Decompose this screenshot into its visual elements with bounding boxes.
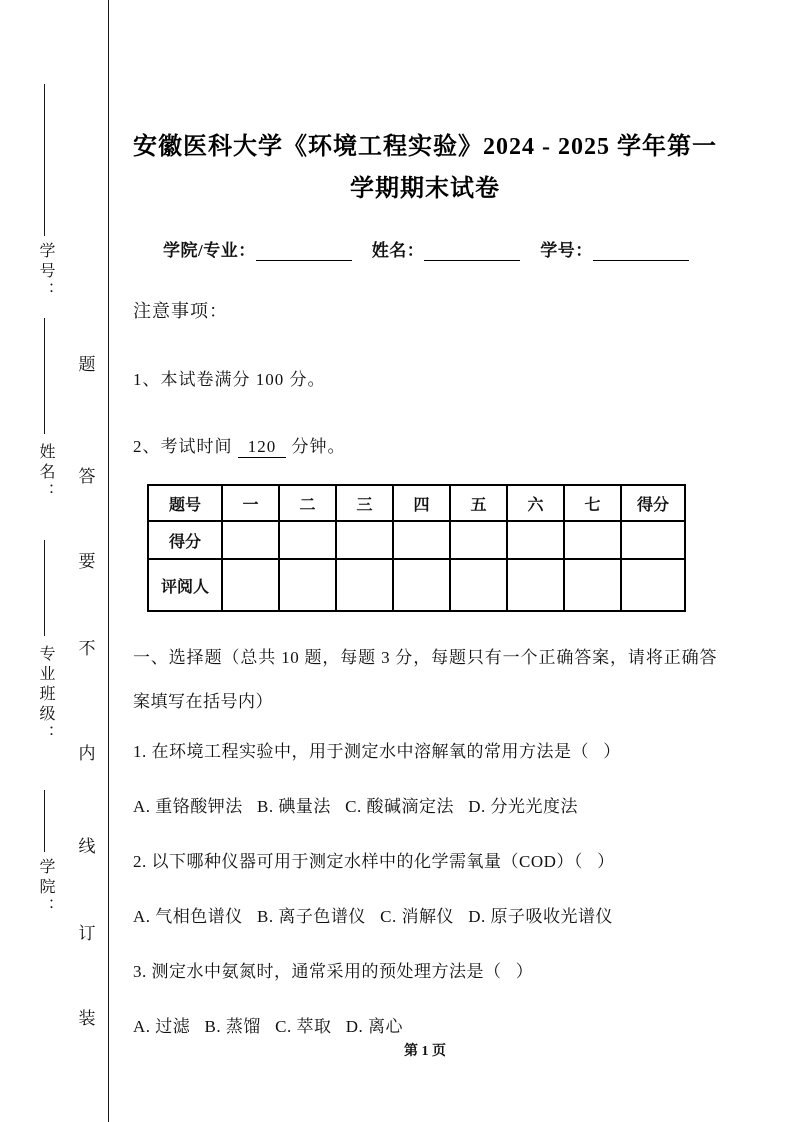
question-3-options: A. 过滤 B. 蒸馏 C. 萃取 D. 离心: [133, 1017, 403, 1036]
reviewer-cell: [222, 559, 279, 611]
binding-char: 要: [78, 552, 96, 571]
score-cell: [564, 521, 621, 559]
header-score: 得分: [621, 485, 685, 521]
header-col-2: 二: [279, 485, 336, 521]
score-cell: [222, 521, 279, 559]
note-item-2: [133, 432, 717, 458]
question-list: [133, 724, 717, 1054]
binding-line: [108, 0, 109, 1122]
score-table-header-row: [148, 485, 685, 521]
exam-title: [133, 126, 717, 210]
reviewer-cell: [279, 559, 336, 611]
id-label-inline: 学号：: [540, 241, 593, 260]
header-col-4: 四: [393, 485, 450, 521]
question-1-options: A. 重铬酸钾法 B. 碘量法 C. 酸碱滴定法 D. 分光光度法: [133, 797, 578, 816]
header-col-7: 七: [564, 485, 621, 521]
reviewer-cell: [393, 559, 450, 611]
class-label: 专业班级：: [37, 645, 54, 745]
binding-char: 订: [78, 924, 96, 943]
class-blank: [44, 540, 45, 636]
id-blank-inline: [593, 242, 689, 261]
header-col-5: 五: [450, 485, 507, 521]
binding-char: 答: [78, 467, 96, 486]
header-col-3: 三: [336, 485, 393, 521]
score-row-label: 得分: [148, 521, 222, 559]
exam-title-line1: 安徽医科大学《环境工程实验》2024 - 2025 学年第一: [133, 134, 717, 160]
note-item-2-prefix: 2、考试时间: [133, 437, 233, 456]
score-cell: [336, 521, 393, 559]
score-table: [147, 484, 686, 612]
name-blank-inline: [424, 242, 520, 261]
student-id-label: 学号：: [37, 242, 54, 302]
binding-char: 线: [78, 837, 96, 856]
note-item-1: 1、本试卷满分 100 分。: [133, 370, 326, 389]
exam-title-line2: 学期期末试卷: [350, 176, 500, 202]
binding-char: 题: [78, 355, 96, 374]
reviewer-cell: [450, 559, 507, 611]
name-blank: [44, 318, 45, 434]
exam-paper: [133, 0, 717, 1054]
header-col-1: 一: [222, 485, 279, 521]
reviewer-cell: [621, 559, 685, 611]
reviewer-cell: [336, 559, 393, 611]
student-id-blank: [44, 84, 45, 236]
dept-blank: [256, 242, 352, 261]
score-cell: [279, 521, 336, 559]
exam-duration-value: 120: [238, 437, 287, 458]
question-1-text: 1. 在环境工程实验中，用于测定水中溶解氧的常用方法是（ ）: [133, 742, 621, 761]
reviewer-row-label: 评阅人: [148, 559, 222, 611]
notes-heading: 注意事项：: [133, 301, 228, 321]
question-2-text: 2. 以下哪种仪器可用于测定水样中的化学需氧量（COD）（ ）: [133, 852, 615, 871]
header-col-6: 六: [507, 485, 564, 521]
binding-char: 装: [78, 1009, 96, 1028]
college-blank: [44, 790, 45, 852]
reviewer-cell: [507, 559, 564, 611]
score-cell: [507, 521, 564, 559]
header-question-no: 题号: [148, 485, 222, 521]
note-item-2-suffix: 分钟。: [291, 437, 346, 456]
score-row: [148, 521, 685, 559]
question-2-options: A. 气相色谱仪 B. 离子色谱仪 C. 消解仪 D. 原子吸收光谱仪: [133, 907, 613, 926]
binding-char: 内: [78, 744, 96, 763]
binding-char: 不: [78, 639, 96, 658]
name-label-inline: 姓名：: [371, 241, 425, 260]
dept-label: 学院/专业：: [163, 241, 256, 260]
college-label: 学院：: [37, 858, 54, 918]
reviewer-row: [148, 559, 685, 611]
page-number: 第 1 页: [404, 1044, 446, 1059]
score-cell: [621, 521, 685, 559]
question-3-text: 3. 测定水中氨氮时，通常采用的预处理方法是（ ）: [133, 962, 534, 981]
section-1-heading: 一、选择题（总共 10 题，每题 3 分，每题只有一个正确答案，请将正确答案填写在括号内）: [133, 648, 717, 711]
reviewer-cell: [564, 559, 621, 611]
score-cell: [450, 521, 507, 559]
score-cell: [393, 521, 450, 559]
student-info-line: [163, 236, 717, 261]
name-label: 姓名：: [37, 443, 54, 503]
